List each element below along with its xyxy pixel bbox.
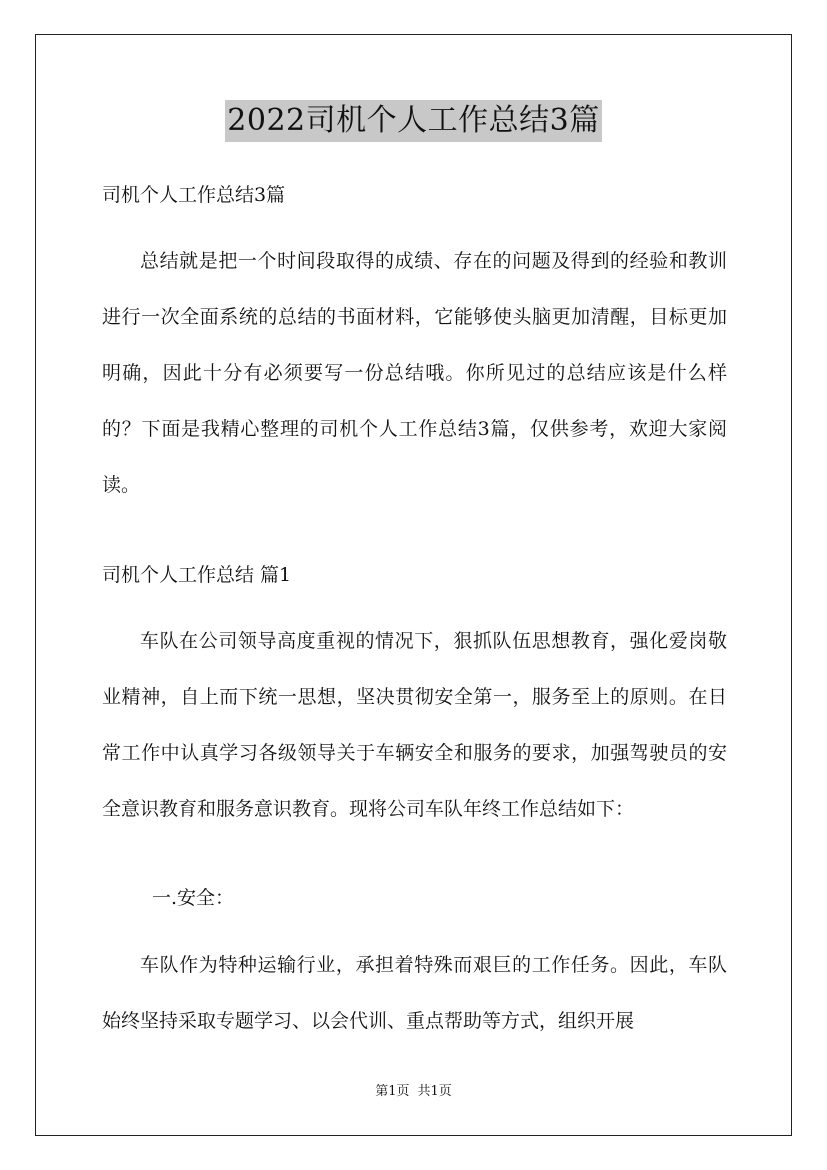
document-subtitle: 司机个人工作总结3篇 bbox=[102, 184, 286, 206]
page-footer bbox=[0, 1084, 827, 1100]
section-text: 车队在公司领导高度重视的情况下，狠抓队伍思想教育，强化爱岗敬业精神，自上而下统一思想，坚决贯彻安全第一，服务至上的原则。在日常工作中认真学习各级领导关于车辆安全和服务的要求，加强驾驶员的安全意识教育和服务意识教育。现将公司车队年终工作总结如下： bbox=[102, 630, 727, 820]
item-text: 车队作为特种运输行业，承担着特殊而艰巨的工作任务。因此，车队始终坚持采取专题学习、以会代训、重点帮助等方式，组织开展 bbox=[102, 954, 727, 1032]
section-paragraph bbox=[102, 613, 727, 837]
section-heading: 司机个人工作总结 篇1 bbox=[102, 564, 292, 586]
document-title: 2022司机个人工作总结3篇 bbox=[225, 100, 601, 142]
intro-text: 总结就是把一个时间段取得的成绩、存在的问题及得到的经验和教训进行一次全面系统的总结的书面材料，它能够使头脑更加清醒，目标更加明确，因此十分有必须要写一份总结哦。你所见过的总结应该是什么样的？下面是我精心整理的司机个人工作总结3篇，仅供参考，欢迎大家阅读。 bbox=[102, 250, 727, 496]
item-paragraph bbox=[102, 937, 727, 1049]
title-container bbox=[0, 100, 827, 142]
page-total: 共1页 bbox=[417, 1084, 452, 1099]
intro-paragraph bbox=[102, 233, 727, 513]
page-number: 第1页 bbox=[375, 1084, 410, 1099]
item-heading: 一.安全： bbox=[152, 887, 235, 909]
